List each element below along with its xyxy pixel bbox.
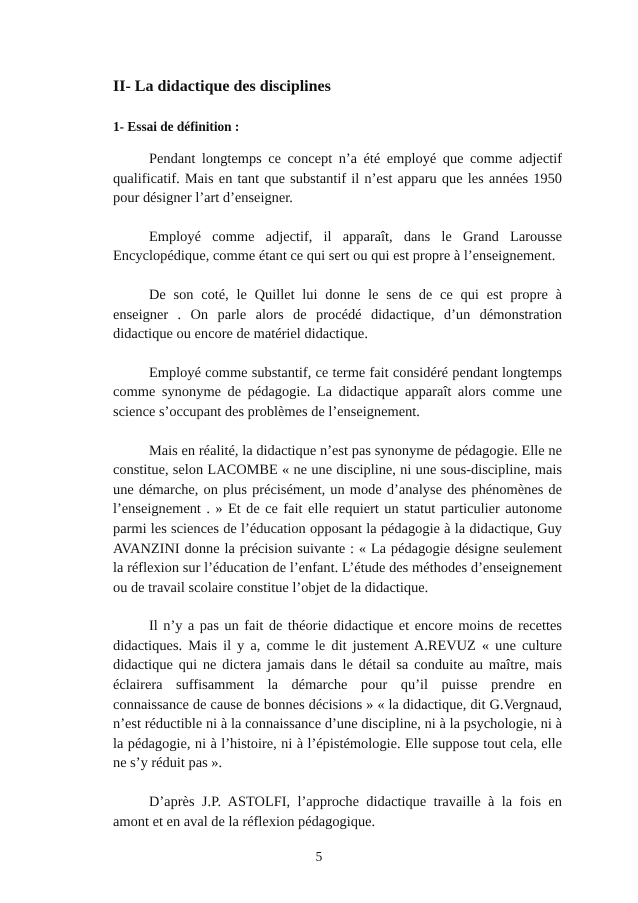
paragraph-1: Pendant longtemps ce concept n’a été employé que comme adjectif qualificatif. Mais en tant que substantif il n’est apparu que les années 1950 pour désigner l’art d’enseigner. xyxy=(113,151,562,207)
page-number: 5 xyxy=(315,849,323,864)
section-title: II- La didactique des disciplines xyxy=(113,78,331,95)
paragraph-4: Employé comme substantif, ce terme fait considéré pendant longtemps comme synonyme de pédagogie. La didactique apparaît alors comme une science s’occupant des problèmes de l’enseignement. xyxy=(113,364,562,420)
paragraph-5: Mais en réalité, la didactique n’est pas synonyme de pédagogie. Elle ne constitue, selon LACOMBE « ne une discipline, ni une sous-discipline, mais une démarche, on plus précisément, un mode d’analyse des phénomènes de l’enseignement . » Et de ce fait elle requiert un statut particulier autonome parmi les sciences de l’éducation opposant la pédagogie à la didactique, Guy AVANZINI donne la précision suivante : « La pédagogie désigne seulement la réflexion sur l’éducation de l’enfant. L’étude des méthodes d’enseignement ou de travail scolaire constitue l’objet de la didactique. xyxy=(113,442,562,596)
document-page xyxy=(113,77,562,851)
paragraph-3: De son coté, le Quillet lui donne le sens de ce qui est propre à enseigner . On parle alors de procédé didactique, d’un démonstration didactique ou encore de matériel didactique. xyxy=(113,286,562,343)
paragraph-2: Employé comme adjectif, il apparaît, dans le Grand Larousse Encyclopédique, comme étant ce qui sert ou qui est propre à l’enseignement. xyxy=(113,228,562,265)
subsection-title: 1- Essai de définition : xyxy=(113,119,240,134)
paragraph-6: Il n’y a pas un fait de théorie didactique et encore moins de recettes didactiques. Mais il y a, comme le dit justement A.REVUZ « une culture didactique qui ne dictera jamais dans le détail sa conduite au maître, mais éclairera suffisamment la démarche pour qu’il puisse prendre en connaissance de cause de bonnes décisions » « la didactique, dit G.Vergnaud, n’est réductible ni à la connaissance d’une discipline, ni à la psychologie, ni à la pédagogie, ni à l’histoire, ni à l’épistémologie. Elle suppose tout cela, elle ne s’y réduit pas ». xyxy=(113,618,562,772)
paragraph-7: D’après J.P. ASTOLFI, l’approche didactique travaille à la fois en amont et en aval de la réflexion pédagogique. xyxy=(113,794,562,830)
